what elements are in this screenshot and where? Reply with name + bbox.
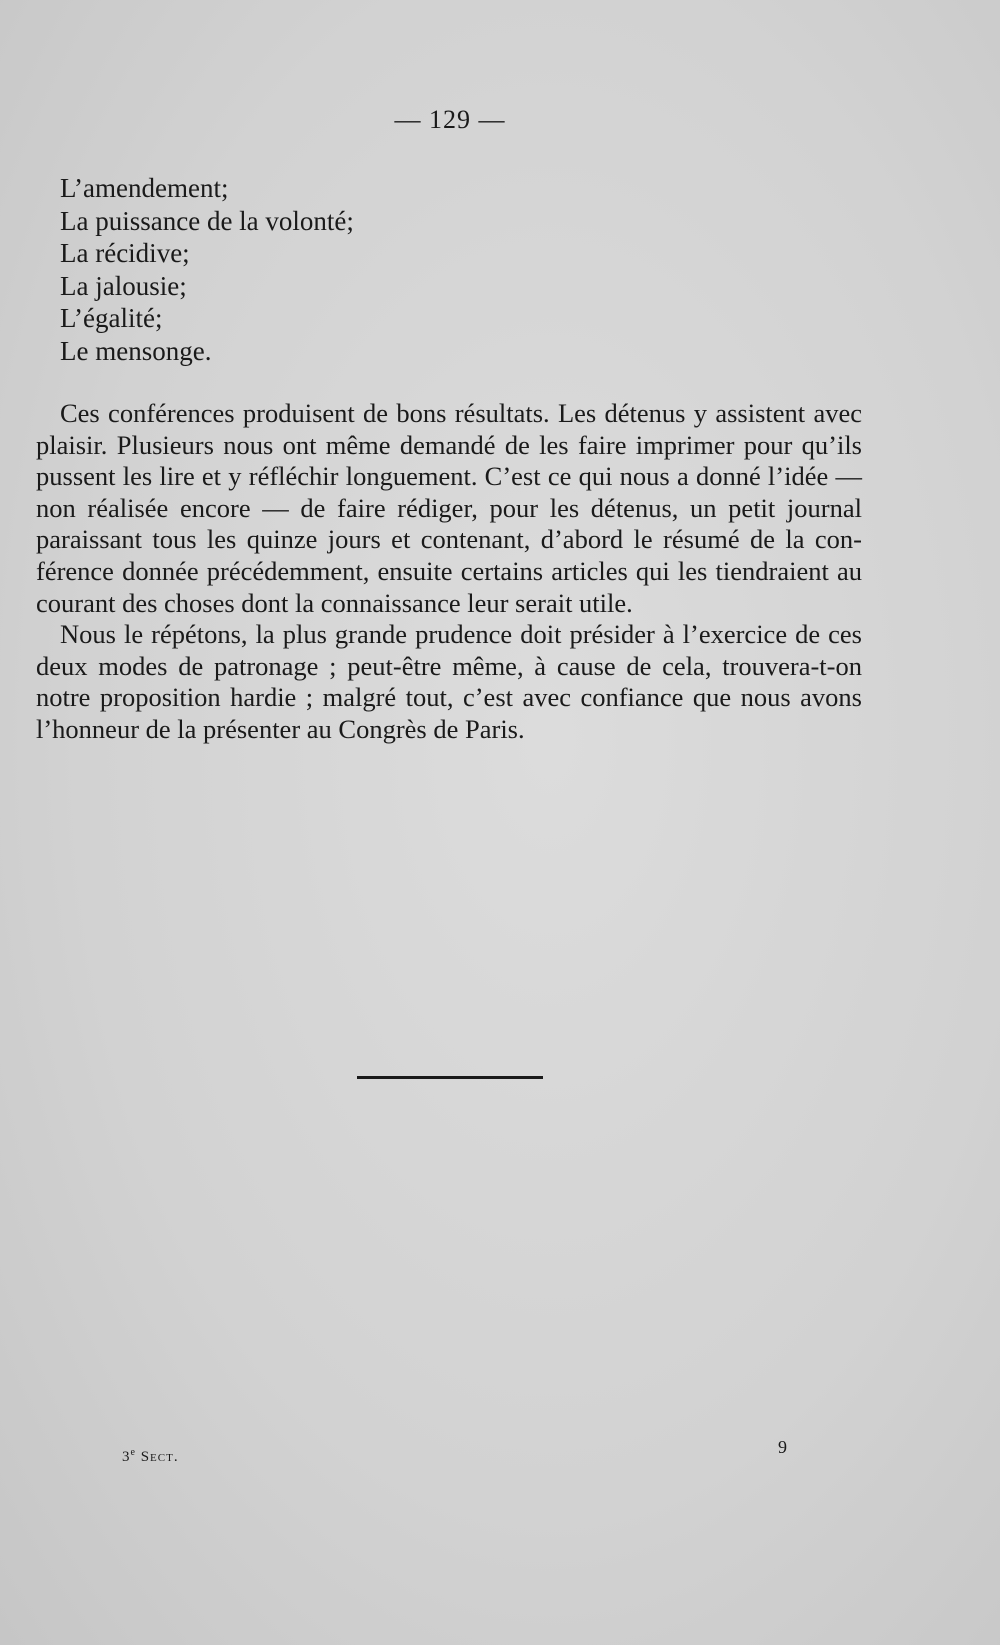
paragraph: Nous le répétons, la plus grande prudence doit présider à l’exercice de ces deux modes de patronage ; peut-être même, à cause de cela, trouvera-t-on notre proposition hardie ; malgré tout, c’est avec confiance que nous avons l’honneur de la présenter au Congrès de Paris. xyxy=(36,619,862,744)
sheet-number: 9 xyxy=(778,1437,787,1457)
section-number: 3 xyxy=(122,1449,131,1465)
list-item: Le mensonge. xyxy=(60,335,212,366)
list-item: La jalousie; xyxy=(60,270,187,301)
section-suffix: e xyxy=(130,1447,136,1458)
page-number: — 129 — xyxy=(394,105,506,134)
list-item: L’amendement; xyxy=(60,173,229,203)
section-label: Sect. xyxy=(140,1449,179,1465)
list-item: L’égalité; xyxy=(60,303,163,333)
section-divider xyxy=(357,1076,543,1079)
body-text xyxy=(36,398,862,746)
list-item: La récidive; xyxy=(60,238,190,268)
topic-list xyxy=(60,172,354,367)
list-item: La puissance de la volonté; xyxy=(60,205,354,236)
signature-mark xyxy=(122,1447,179,1466)
paragraph: Ces conférences produisent de bons résultats. Les détenus y assistent avec plaisir. Plusieurs nous ont même demandé de les faire imprimer pour qu’ils pussent les lire et y réfléchir longuement. C’est ce qui nous a donné l’idée — non réalisée encore — de faire rédiger, pour les détenus, un petit journal paraissant tous les quinze jours et contenant, d’abord le résumé de la conférence donnée précédemment, ensuite certains articles qui les tiendraient au courant des choses dont la connaissance leur serait utile. xyxy=(36,398,862,618)
